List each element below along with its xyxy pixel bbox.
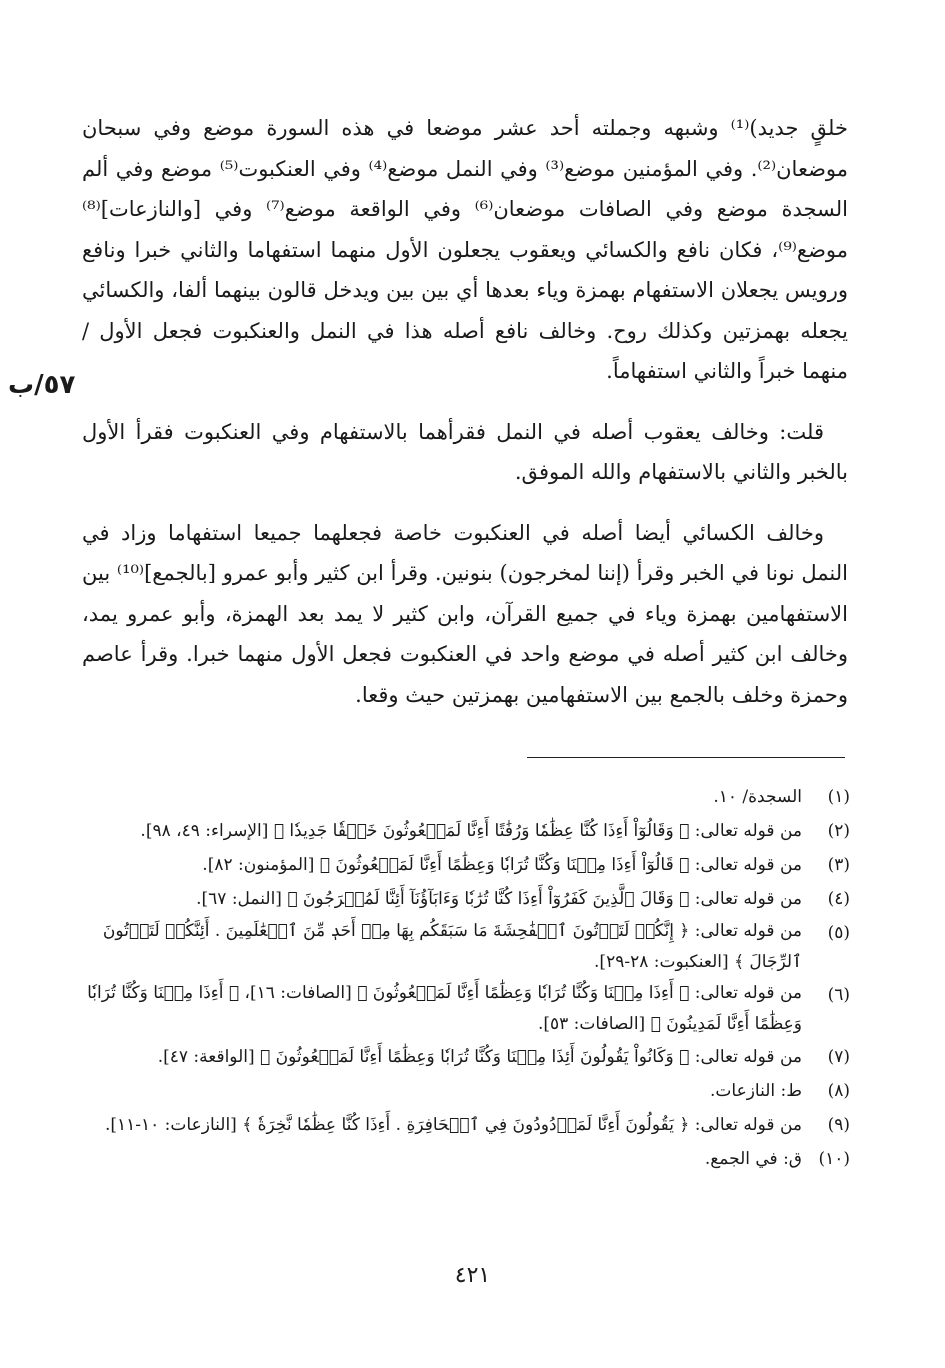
footnote-item — [78, 780, 850, 814]
footnotes — [78, 780, 850, 1176]
footnote-item — [78, 1040, 850, 1074]
footnote-item — [78, 848, 850, 882]
footnote-number: (٥) — [827, 923, 850, 943]
footnote-text: من قوله تعالى: ﴿ أَءِذَا مِتۡنَا وَكُنَّا تُرَابٗا وَعِظَٰمًا أَءِنَّا لَمَبۡعُوثُونَ ﴾ [الصافات: ١٦]، ﴿ أَءِذَا مِتۡنَا وَكُنَّا تُرَابٗا وَعِظَٰمًا أَءِنَّا لَمَدِينُونَ ﴾ [الصافات: ٥٣]. — [87, 983, 802, 1034]
body-paragraph-2: قلت: وخالف يعقوب أصله في النمل فقرأهما بالاستفهام وفي العنكبوت فقرأ الأول بالخبر والثاني بالاستفهام والله الموفق. — [82, 419, 848, 484]
footnote-number: (١) — [827, 787, 850, 807]
footnote-text: من قوله تعالى: ﴿ يَقُولُونَ أَءِنَّا لَمَرۡدُودُونَ فِي ٱلۡحَافِرَةِ . أَءِذَا كُنَّا عِظَٰمٗا نَّخِرَةٗ ﴾ [النازعات: ١٠-١١]. — [104, 1115, 802, 1135]
footnote-item — [78, 1074, 850, 1108]
footnote-item — [78, 814, 850, 848]
footnote-number: (٩) — [827, 1115, 850, 1135]
body-paragraph-3: وخالف الكسائي أيضا أصله في العنكبوت خاصة فجعلهما جميعا استفهاما وزاد في النمل نونا في الخبر وقرأ (إننا لمخرجون) بنونين. وقرأ ابن كثير وأبو عمرو [بالجمع]⁽¹⁰⁾ بين الاستفهامين بهمزة وياء في جميع القرآن، وابن كثير لا يمد بعد الهمزة، وأبو عمرو يمد، وخالف ابن كثير أصله في موضع واحد في العنكبوت فجعل الأول منهما خبرا. وقرأ عاصم وحمزة وخلف بالجمع بين الاستفهامين بهمزتين حيث وقعا. — [82, 520, 848, 707]
footnote-text: من قوله تعالى: ﴿ قَالُوٓاْ أَءِذَا مِتۡنَا وَكُنَّا تُرَابٗا وَعِظَٰمًا أَءِنَّا لَمَبۡعُوثُونَ ﴾ [المؤمنون: ٨٢]. — [202, 855, 802, 875]
footnote-item — [78, 916, 850, 978]
footnote-number: (٤) — [827, 889, 850, 909]
footnote-item — [78, 1108, 850, 1142]
footnote-item — [78, 1142, 850, 1176]
footnote-number: (٧) — [827, 1047, 850, 1067]
footnote-text: السجدة/ ١٠. — [713, 787, 802, 807]
folio-margin-note: ٥٧/ب — [8, 370, 76, 400]
footnote-separator — [527, 757, 845, 758]
footnote-text: ق: في الجمع. — [704, 1149, 802, 1169]
footnote-number: (٢) — [827, 821, 850, 841]
footnote-number: (٦) — [827, 985, 850, 1005]
page-number: ٤٢١ — [454, 1263, 491, 1288]
footnote-item — [78, 978, 850, 1040]
footnote-item — [78, 882, 850, 916]
footnote-number: (١٠) — [818, 1149, 850, 1169]
footnote-text: من قوله تعالى: ﴿ إِنَّكُمۡ لَتَأۡتُونَ ٱلۡفَٰحِشَةَ مَا سَبَقَكُم بِهَا مِنۡ أَحَدٖ مِّنَ ٱلۡعَٰلَمِينَ . أَئِنَّكُمۡ لَتَأۡتُونَ ٱلرِّجَالَ ﴾ [العنكبوت: ٢٨-٢٩]. — [102, 921, 802, 972]
footnote-text: من قوله تعالى: ﴿ وَقَالُوٓاْ أَءِذَا كُنَّا عِظَٰمٗا وَرُفَٰتًا أَءِنَّا لَمَبۡعُوثُونَ خَلۡقٗا جَدِيدٗا ﴾ [الإسراء: ٤٩، ٩٨]. — [140, 821, 802, 841]
footnote-text: من قوله تعالى: ﴿ وَكَانُواْ يَقُولُونَ أَئِذَا مِتۡنَا وَكُنَّا تُرَابٗا وَعِظَٰمًا أَءِنَّا لَمَبۡعُوثُونَ ﴾ [الواقعة: ٤٧]. — [157, 1047, 802, 1067]
body-paragraph-1: خلقٍ جديد)⁽¹⁾ وشبهه وجملته أحد عشر موضعا في هذه السورة موضع وفي سبحان موضعان⁽²⁾. وفي المؤمنين موضع⁽³⁾ وفي النمل موضع⁽⁴⁾ وفي العنكبوت⁽⁵⁾ موضع وفي ألم السجدة موضع وفي الصافات موضعان⁽⁶⁾ وفي الواقعة موضع⁽⁷⁾ وفي [والنازعات]⁽⁸⁾ موضع⁽⁹⁾، فكان نافع والكسائي ويعقوب يجعلون الأول منهما استفهاما والثاني خبرا ونافع ورويس يجعلان الاستفهام بهمزة وياء بعدها أي بين بين ويدخل قالون بينهما ألفا، والكسائي يجعله بهمزتين وكذلك روح. وخالف نافع أصله هذا في النمل والعنكبوت فجعل الأول / منهما خبراً والثاني استفهاماً. — [82, 116, 849, 383]
footnote-text: من قوله تعالى: ﴿ وَقَالَ ٱلَّذِينَ كَفَرُوٓاْ أَءِذَا كُنَّا تُرَٰبٗا وَءَابَآؤُنَآ أَئِنَّا لَمُخۡرَجُونَ ﴾ [النمل: ٦٧]. — [196, 889, 802, 909]
footnote-text: ط: النازعات. — [709, 1081, 802, 1101]
footnote-number: (٣) — [827, 855, 850, 875]
main-text — [82, 108, 848, 715]
footnote-number: (٨) — [827, 1081, 850, 1101]
